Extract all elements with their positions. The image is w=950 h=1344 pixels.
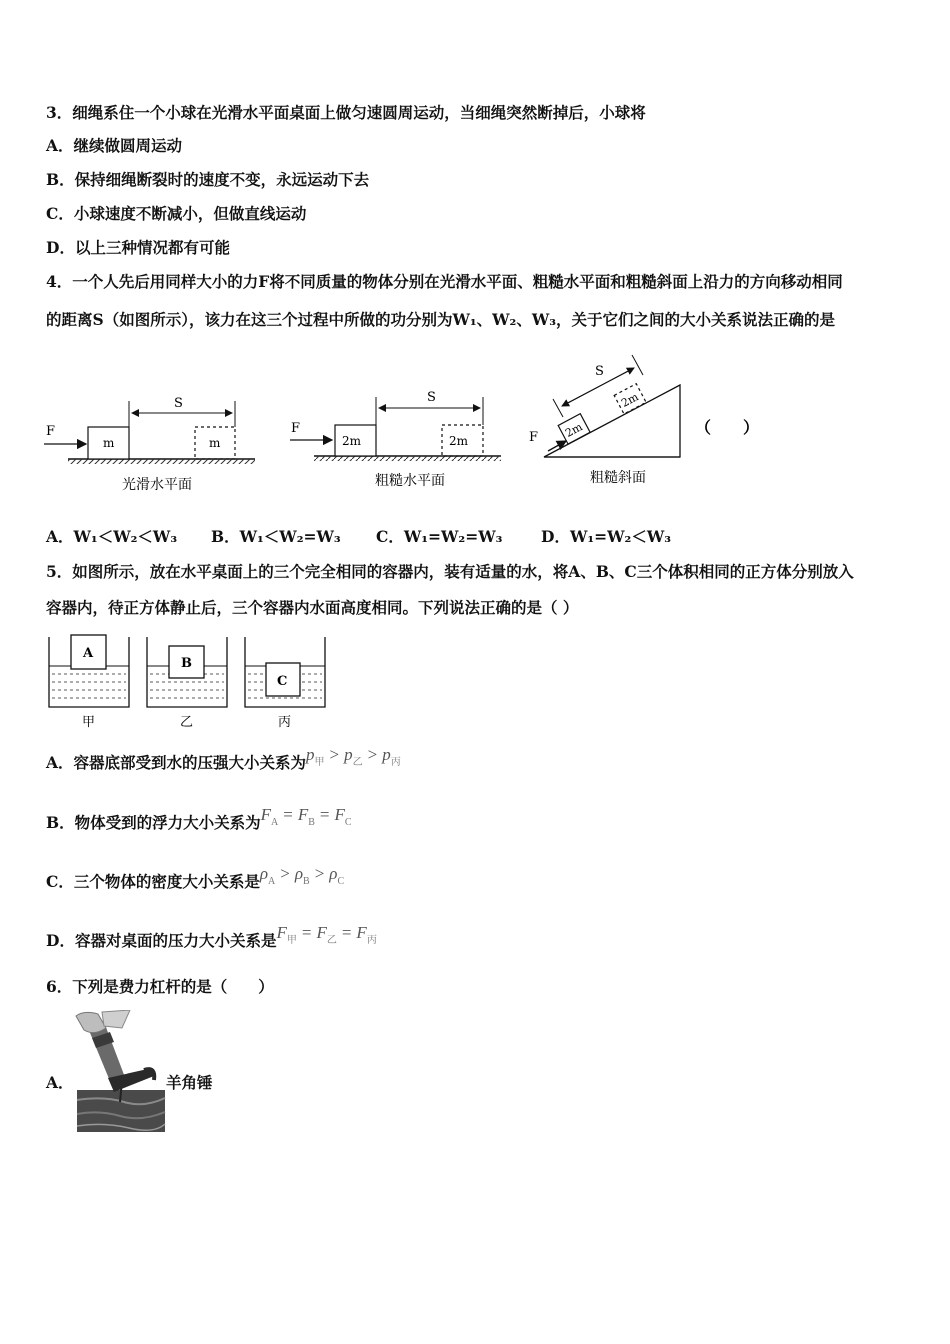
q5-option-b [46, 805, 352, 841]
q4-option-c: C．W₁=W₂=W₃ [376, 527, 503, 546]
q5-option-d-text: D．容器对桌面的压力大小关系是 [46, 931, 277, 950]
caption-rough: 粗糙水平面 [375, 473, 445, 489]
q3-option-b: B．保持细绳断裂时的速度不变，永远运动下去 [46, 170, 370, 189]
q6-option-a-letter: A． [46, 1073, 74, 1092]
caption-incline: 粗糙斜面 [590, 470, 646, 486]
q3-option-a: A．继续做圆周运动 [46, 136, 183, 155]
q5-option-d-math: $F_甲 = F_乙 = F_丙$ [276, 923, 377, 946]
panel-incline [529, 355, 680, 486]
q6-option-a-label: 羊角锤 [166, 1073, 213, 1092]
panel-rough-surface [290, 390, 501, 489]
q5-option-a-math: $p_甲 > p_乙 > p_丙$ [306, 745, 401, 768]
q3-option-c: C．小球速度不断减小，但做直线运动 [46, 204, 307, 223]
block-m-label: m [103, 436, 115, 450]
q5-option-c [46, 864, 345, 900]
container-bing [245, 637, 325, 730]
answer-bracket: （ ） [695, 418, 760, 437]
block-2m-moved-label: 2m [449, 434, 469, 448]
q4-stem-line1: 4．一个人先后用同样大小的力F将不同质量的物体分别在光滑水平面、粗糙水平面和粗糙斜面上沿力的方向移动相同 [46, 272, 843, 291]
force-label: F [46, 424, 56, 439]
distance-label: S [174, 396, 183, 411]
incline-force-label: F [529, 430, 539, 445]
q5-containers-diagram [44, 632, 344, 732]
incline-distance-label: S [595, 364, 604, 379]
q4-stem-line2: 的距离S（如图所示），该力在这三个过程中所做的功分别为W₁、W₂、W₃，关于它们之间的大小关系说法正确的是 [46, 310, 836, 329]
block-2m-label: 2m [342, 434, 362, 448]
container-yi [147, 637, 227, 730]
q5-option-d [46, 923, 377, 959]
cube-c-label: C [277, 674, 288, 689]
block-m-moved-label: m [209, 436, 221, 450]
q3-option-d: D．以上三种情况都有可能 [46, 238, 230, 257]
q5-stem-line1: 5．如图所示，放在水平桌面上的三个完全相同的容器内，装有适量的水，将A、B、C三个体积相同的正方体分别放入 [46, 562, 854, 581]
cube-a-label: A [83, 646, 94, 661]
container-label-yi: 乙 [180, 715, 194, 730]
q5-option-a [46, 745, 401, 781]
cube-b-label: B [181, 656, 192, 671]
claw-hammer-image [74, 1010, 169, 1135]
q4-force-diagram [40, 345, 800, 500]
incline-block-moved-label: 2m [619, 390, 641, 410]
force-label-2: F [291, 421, 301, 436]
container-jia [49, 635, 129, 730]
caption-smooth: 光滑水平面 [122, 477, 192, 493]
panel-smooth-surface [44, 396, 255, 493]
q5-stem-line2: 容器内，待正方体静止后，三个容器内水面高度相同。下列说法正确的是（ ） [46, 598, 579, 617]
q5-option-c-text: C．三个物体的密度大小关系是 [46, 872, 260, 891]
container-label-jia: 甲 [82, 715, 96, 730]
q4-option-b: B．W₁＜W₂=W₃ [211, 527, 341, 546]
incline-block-label: 2m [563, 420, 585, 440]
q6-stem: 6．下列是费力杠杆的是（ ） [46, 977, 274, 996]
q3-stem: 3．细绳系住一个小球在光滑水平面桌面上做匀速圆周运动，当细绳突然断掉后，小球将 [46, 103, 646, 122]
q4-option-d: D．W₁=W₂＜W₃ [541, 527, 672, 546]
distance-label-2: S [427, 390, 436, 405]
q5-option-b-math: $F_A = F_B = F_C$ [260, 805, 352, 828]
q5-option-a-text: A．容器底部受到水的压强大小关系为 [46, 753, 307, 772]
q5-option-c-math: $\rho_A > \rho_B > \rho_C$ [259, 864, 345, 887]
q4-option-a: A．W₁＜W₂＜W₃ [46, 527, 178, 546]
q5-option-b-text: B．物体受到的浮力大小关系为 [46, 813, 261, 832]
container-label-bing: 丙 [278, 715, 292, 730]
